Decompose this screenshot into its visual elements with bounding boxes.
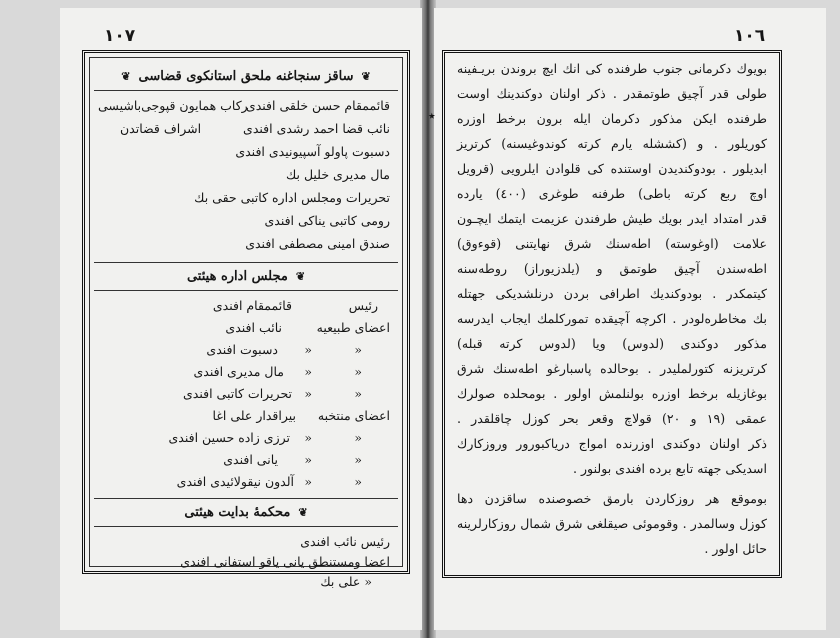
council-member: تحريرات كاتبی افندی bbox=[182, 386, 292, 401]
text-line: ذكر اولنان دوكندی اوزرنده امواج درياكبورور وروزكارك bbox=[457, 436, 767, 451]
court-header-text: محكمهٔ بدايت هيئتی bbox=[184, 504, 291, 520]
ornament-icon: ❦ bbox=[361, 69, 371, 83]
council-member: دسبوت افندی bbox=[206, 342, 278, 357]
text-line: اطه‌سندن آچيق طوتمق و (يلدزيوراز) روطه‌سنه bbox=[457, 261, 767, 276]
ditto-mark: « bbox=[304, 474, 312, 489]
ditto-mark: « bbox=[304, 386, 312, 401]
divider bbox=[94, 498, 398, 499]
official-name: مال مديری خليل بك bbox=[285, 167, 390, 182]
divider bbox=[94, 262, 398, 263]
council-member: نائب افندی bbox=[225, 320, 282, 335]
official-name: نائب قضا احمد رشدی افندی bbox=[243, 121, 390, 136]
page-number: ١٠٧ bbox=[104, 26, 136, 46]
divider bbox=[94, 90, 398, 91]
ditto-mark: « bbox=[354, 430, 362, 445]
official-name: رومی كاتبی يناكی افندی bbox=[264, 213, 390, 228]
divider bbox=[94, 526, 398, 527]
text-line: بك مخاطره‌لودر . اكرچه آچيقده تموركلمك ايجاب ايدرسه bbox=[457, 311, 767, 326]
court-line: « علی بك bbox=[320, 574, 372, 589]
court-header bbox=[90, 500, 402, 524]
text-line: كوزل وسالمدر . وقوموئی صيقلغی شرق شمال روزكارلرينه bbox=[457, 516, 767, 531]
text-line: طرفنده ايكن مذكور دكرمان ايله برون برخط اوزره bbox=[457, 111, 767, 126]
ditto-mark: « bbox=[354, 364, 362, 379]
ditto-mark: « bbox=[304, 452, 312, 467]
official-rank: اشراف قضاتدن bbox=[120, 121, 202, 136]
district-header bbox=[90, 64, 402, 88]
ditto-mark: « bbox=[354, 386, 362, 401]
council-member: مال مديری افندی bbox=[193, 364, 284, 379]
text-line: كرتريزنه كتورلمليدر . بوحالده پاسبارغو اطه‌سنك شرق bbox=[457, 361, 767, 376]
text-line: حائل اولور . bbox=[704, 541, 767, 556]
ditto-mark: « bbox=[304, 430, 312, 445]
council-role: رئيس bbox=[348, 298, 378, 313]
text-line: اسديكی جهته تابع برده افندی بولنور . bbox=[572, 461, 767, 476]
council-member: قائممقام افندی bbox=[212, 298, 292, 313]
text-line: علامت (اوغوسته) اطه‌سنك شرق نهايتنی (قوءوق) bbox=[457, 236, 767, 251]
text-line: ابديلور . بودوكنديدن اوستنده كی قلوادن ايلرويی (قرويل bbox=[457, 161, 767, 176]
council-member: آلدون نيقولائيدی افندی bbox=[176, 474, 294, 489]
ditto-mark: « bbox=[354, 474, 362, 489]
ditto-mark: « bbox=[354, 342, 362, 357]
council-role: اعضای منتخبه bbox=[317, 408, 390, 423]
ornament-icon: ❦ bbox=[298, 505, 308, 519]
council-header bbox=[90, 264, 402, 288]
court-line: اعضا ومستنطق يانی ياقو استفانی افندی bbox=[180, 554, 390, 569]
text-line: قدر امتداد ايدر بويك طيش طرفندن عزيمت ايتمك ايچـون bbox=[457, 211, 767, 226]
left-frame bbox=[82, 50, 410, 589]
text-line: اوچ ربع كرته باطی) طرفنه طوغری (٤٠٠) يارده bbox=[457, 186, 767, 201]
text-line: بوغازيله برخط اوزره بولنلمش اولور . بومحلده صولرك bbox=[457, 386, 767, 401]
ornament-icon: ❦ bbox=[295, 269, 306, 283]
text-line: مذكور دوكندی (لدوس) ويا (لدوس كرته قبله) bbox=[457, 336, 767, 351]
official-rank: ركاب همايون قپوجی‌باشيسی bbox=[98, 98, 248, 113]
official-name: تحريرات ومجلس اداره كاتبی حقی بك bbox=[194, 190, 390, 205]
ditto-mark: « bbox=[304, 364, 312, 379]
council-header-text: مجلس اداره هيئتی bbox=[186, 268, 288, 284]
divider bbox=[94, 290, 398, 291]
left-frame-inner bbox=[89, 57, 403, 589]
council-role: اعضای طبيعيه bbox=[316, 320, 390, 335]
text-line: طولی قدر آچيق طوتمقدر . ذكر اولنان دوكندينك اوست bbox=[457, 86, 767, 101]
ornament-icon: ❦ bbox=[121, 69, 131, 83]
ditto-mark: « bbox=[304, 342, 312, 357]
official-name: قائممقام حسن خلقی افندی bbox=[245, 98, 390, 113]
district-header-text: ساقز سنجاغنه ملحق استانكوی قضاسی bbox=[138, 68, 354, 84]
right-frame bbox=[442, 50, 782, 578]
margin-mark: ٭ bbox=[428, 108, 436, 124]
text-line: بوموقع هر روزكاردن بارمق خصوصنده ساقزدن دها bbox=[457, 491, 767, 506]
text-line: كوريلور . و (كششله يارم كرته كوندوغيسنه) كرتريز bbox=[457, 136, 767, 151]
text-line: عمقی (١٩ و ٢٠) قولاچ وقعر بحر كوزل چاقلقدر . bbox=[457, 411, 768, 426]
official-name: دسبوت پاولو آسپيونيدی افندی bbox=[235, 144, 390, 159]
council-member: بيراقدار علی اغا bbox=[212, 408, 296, 423]
page-number: ١٠٦ bbox=[734, 26, 766, 46]
official-name: صندق امينی مصطفی افندی bbox=[245, 236, 390, 251]
right-page bbox=[428, 8, 826, 630]
text-line: كيتمكدر . بودوكنديك اطرافی بردن درنلشديكی جهتله bbox=[457, 286, 767, 301]
text-line: بويوك دكرمانی جنوب طرفنده كی انك ايچ بروندن بريـفينه bbox=[457, 61, 767, 76]
left-page bbox=[60, 8, 422, 630]
council-member: يانی افندی bbox=[223, 452, 278, 467]
ditto-mark: « bbox=[354, 452, 362, 467]
council-member: ترزی زاده حسين افندی bbox=[168, 430, 290, 445]
court-line: رئيس نائب افندی bbox=[300, 534, 390, 549]
